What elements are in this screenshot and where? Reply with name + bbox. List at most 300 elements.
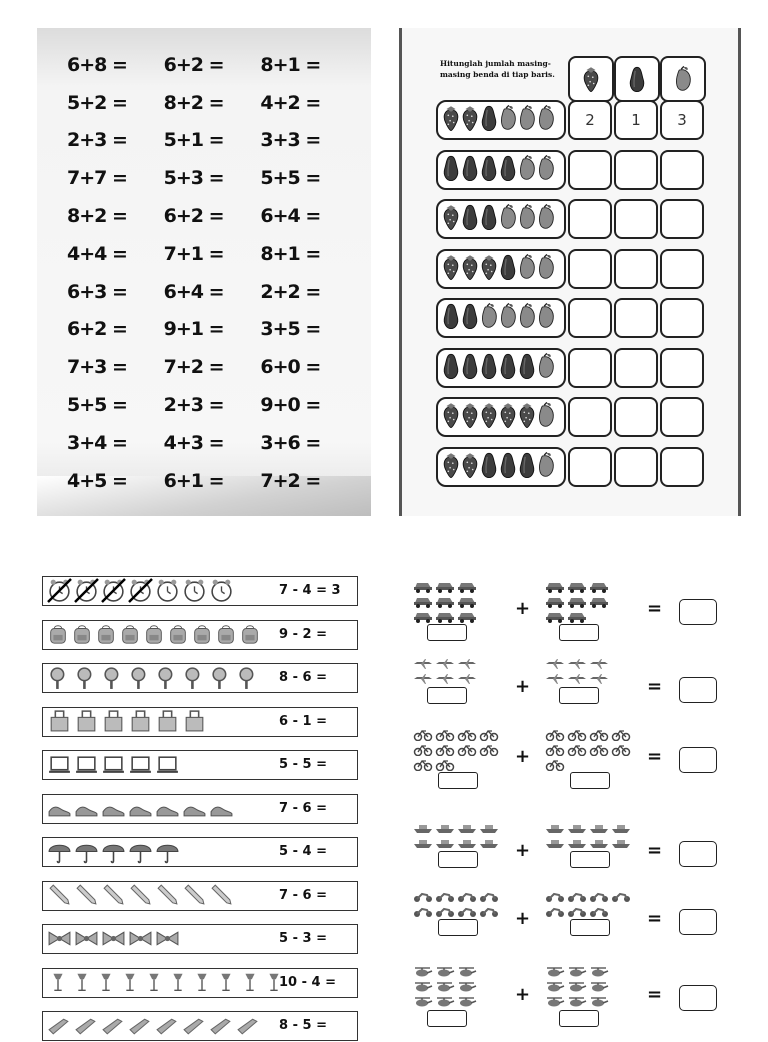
bicycle-icon [589,741,609,755]
addition-problem: 6+0 = [260,356,321,379]
helicopter-icon [413,994,433,1008]
helicopter-icon [567,979,587,993]
car-icon [435,593,455,607]
helicopter-icon [567,994,587,1008]
motorbike-icon [567,903,587,917]
subtraction-row [42,576,358,606]
motorbike-icon [545,903,565,917]
addition-row [67,348,357,386]
subtraction-row [42,1011,358,1041]
shoe-icon [101,795,126,824]
picture-group-right [545,964,611,1009]
answer-box[interactable] [568,397,612,437]
helicopter-icon [545,994,565,1008]
cross-out-mark [101,578,126,603]
pen-icon [182,882,207,911]
brush-icon [128,1013,153,1042]
backpack-icon [47,623,69,649]
bicycle-icon [479,726,499,740]
bicycle-icon [545,726,565,740]
addition-problem: 7+2 = [260,469,321,492]
bicycle-icon [545,741,565,755]
addition-grid [67,46,357,500]
mango-icon [537,450,555,484]
addition-problem: 6+2 = [163,53,224,76]
addition-problem: 5+5 = [67,394,127,417]
addition-problem: 7+3 = [67,356,127,379]
umbrella-icon [47,839,72,868]
motorbike-icon [479,903,499,917]
strawberry-icon [442,103,460,137]
picture-addition-panel [405,570,735,1024]
plus-sign: + [515,676,531,697]
strawberry-icon [461,103,479,137]
backpack-icon [191,623,213,649]
backpack-icon [95,623,117,649]
addition-problem: 9+1 = [163,318,224,341]
fruit-row [436,397,566,437]
sum-answer-box[interactable] [679,747,717,773]
mango-icon [537,400,555,434]
cross-out-mark [128,578,153,603]
equals-sign: = [647,984,663,1005]
car-icon [457,578,477,592]
magnifier-icon [155,665,180,694]
avocado-icon [461,301,479,335]
clock-icon [101,578,126,607]
subtraction-equation: 10 - 4 = [279,974,337,990]
picture-group-left [413,578,479,623]
backpack-icon [167,623,189,649]
addition-problem: 8+1 = [260,242,321,265]
helicopter-icon [589,994,609,1008]
magnifier-icon [209,665,234,694]
sum-answer-box[interactable] [679,599,717,625]
mango-header-icon [660,56,706,102]
picture-group-right [545,820,633,850]
bicycle-icon [435,726,455,740]
brush-icon [74,1013,99,1042]
subtraction-panel [42,576,362,1033]
bicycle-icon [589,726,609,740]
brush-icon [155,1013,180,1042]
cross-out-mark [47,578,72,603]
shoe-icon [209,795,234,824]
addition-problem: 2+3 = [67,129,127,152]
bag-icon [47,708,72,737]
answer-box[interactable] [568,150,612,190]
answer-box[interactable] [660,249,704,289]
subtraction-equation: 7 - 6 = [279,887,327,903]
avocado-icon [480,153,498,187]
motorbike-icon [589,888,609,902]
laptop-icon [128,752,153,781]
plane-icon [567,671,587,685]
plane-icon [589,656,609,670]
motorbike-icon [435,888,455,902]
magnifier-icon [182,665,207,694]
avocado-icon [461,153,479,187]
mango-icon [518,301,536,335]
mango-icon [480,301,498,335]
boat-icon [589,820,609,834]
strawberry-header-icon [568,56,614,102]
answer-box[interactable] [568,298,612,338]
sum-answer-box[interactable] [679,985,717,1011]
clock-icon [209,578,234,607]
helicopter-icon [435,979,455,993]
plane-icon [413,671,433,685]
avocado-icon [499,450,517,484]
plus-sign: + [515,908,531,929]
addition-problem: 4+2 = [260,91,321,114]
addition-problem: 8+2 = [67,205,127,228]
motorbike-icon [611,888,631,902]
answer-box[interactable] [568,249,612,289]
clock-icon [155,578,180,607]
car-icon [413,593,433,607]
fruit-row [436,348,566,388]
addition-row [67,311,357,349]
avocado-icon [499,351,517,385]
addition-drill-panel [37,28,371,516]
car-icon [413,578,433,592]
magnifier-icon [236,665,261,694]
mango-icon [499,202,517,236]
picture-group-left [413,726,501,771]
brush-icon [101,1013,126,1042]
fruit-row [436,447,566,487]
addition-problem: 2+2 = [260,280,321,303]
addition-problem: 9+0 = [260,394,321,417]
helicopter-icon [413,964,433,978]
bicycle-icon [611,741,631,755]
boat-icon [611,835,631,849]
subtraction-row [42,924,358,954]
strawberry-icon [480,400,498,434]
lamp-icon [215,971,237,997]
brush-icon [209,1013,234,1042]
strawberry-icon [442,252,460,286]
pen-icon [47,882,72,911]
car-icon [457,608,477,622]
laptop-icon [47,752,72,781]
plane-icon [567,656,587,670]
bag-icon [101,708,126,737]
boat-icon [545,820,565,834]
count-box[interactable] [559,1010,599,1027]
addition-problem: 3+6 = [260,431,321,454]
avocado-icon [480,351,498,385]
bicycle-icon [457,726,477,740]
count-box[interactable] [438,919,478,936]
shoe-icon [155,795,180,824]
magnifier-icon [128,665,153,694]
subtraction-row [42,750,358,780]
boat-icon [435,820,455,834]
mango-icon [499,301,517,335]
motorbike-icon [545,888,565,902]
fruit-row [436,199,566,239]
bow-icon [128,926,153,955]
sum-answer-box[interactable] [679,677,717,703]
brush-icon [236,1013,261,1042]
backpack-icon [215,623,237,649]
bag-icon [74,708,99,737]
answer-box[interactable] [660,298,704,338]
pen-icon [74,882,99,911]
bag-icon [128,708,153,737]
mango-icon [518,103,536,137]
clock-icon [128,578,153,607]
clock-icon [182,578,207,607]
count-box[interactable] [438,772,478,789]
mango-icon [537,202,555,236]
addition-problem: 8+1 = [260,53,321,76]
strawberry-icon [442,202,460,236]
answer-box[interactable] [568,199,612,239]
addition-problem: 5+2 = [67,91,127,114]
subtraction-row [42,837,358,867]
addition-problem: 2+3 = [163,394,224,417]
lamp-icon [167,971,189,997]
helicopter-icon [545,979,565,993]
answer-box[interactable] [660,348,704,388]
avocado-icon [480,450,498,484]
pen-icon [155,882,180,911]
addition-problem: 7+1 = [163,242,224,265]
helicopter-icon [435,964,455,978]
count-box[interactable] [427,1010,467,1027]
fruit-counting-panel [399,28,741,516]
count-box[interactable] [438,851,478,868]
count-box[interactable] [559,687,599,704]
addition-row [67,235,357,273]
subtraction-equation: 8 - 5 = [279,1018,327,1033]
plus-sign: + [515,840,531,861]
addition-problem: 7+7 = [67,167,127,190]
backpack-icon [239,623,261,649]
plane-icon [457,656,477,670]
boat-icon [457,820,477,834]
boat-icon [589,835,609,849]
mango-icon [499,103,517,137]
addition-problem: 6+2 = [163,205,224,228]
avocado-icon [480,103,498,137]
bow-icon [74,926,99,955]
addition-problem: 8+2 = [163,91,224,114]
count-box[interactable] [559,624,599,641]
equals-sign: = [647,908,663,929]
subtraction-row [42,620,358,650]
umbrella-icon [155,839,180,868]
sum-answer-box[interactable] [679,909,717,935]
answer-box[interactable] [614,397,658,437]
plus-sign: + [515,598,531,619]
bicycle-icon [435,756,455,770]
count-box[interactable] [570,919,610,936]
bag-icon [182,708,207,737]
umbrella-icon [128,839,153,868]
bow-icon [47,926,72,955]
subtraction-equation: 5 - 5 = [279,757,327,772]
car-icon [435,578,455,592]
subtraction-row [42,663,358,693]
magnifier-icon [74,665,99,694]
count-box[interactable] [427,687,467,704]
strawberry-icon [461,400,479,434]
subtraction-equation: 7 - 4 = 3 [279,583,341,598]
laptop-icon [101,752,126,781]
avocado-icon [518,351,536,385]
boat-icon [567,820,587,834]
subtraction-row [42,707,358,737]
sum-answer-box[interactable] [679,841,717,867]
bow-icon [101,926,126,955]
subtraction-row [42,881,358,911]
boat-icon [413,835,433,849]
shoe-icon [74,795,99,824]
boat-icon [545,835,565,849]
boat-icon [567,835,587,849]
plane-icon [457,671,477,685]
motorbike-icon [413,888,433,902]
addition-problem: 5+1 = [163,129,224,152]
avocado-icon [480,202,498,236]
answer-box[interactable] [568,447,612,487]
answer-box[interactable]: 1 [614,100,658,140]
picture-group-left [413,888,501,918]
helicopter-icon [457,979,477,993]
pen-icon [209,882,234,911]
avocado-icon [518,450,536,484]
addition-problem: 5+5 = [260,167,321,190]
count-box[interactable] [570,772,610,789]
answer-box[interactable] [614,298,658,338]
cross-out-mark [74,578,99,603]
picture-group-right [545,726,633,771]
shoe-icon [182,795,207,824]
addition-problem: 3+5 = [260,318,321,341]
clock-icon [47,578,72,607]
strawberry-icon [518,400,536,434]
strawberry-icon [461,252,479,286]
motorbike-icon [413,903,433,917]
boat-icon [611,820,631,834]
car-icon [567,593,587,607]
subtraction-equation: 8 - 6 = [279,670,327,685]
answer-box[interactable] [568,348,612,388]
laptop-icon [155,752,180,781]
answer-box[interactable] [660,199,704,239]
lamp-icon [71,971,93,997]
motorbike-icon [457,903,477,917]
shoe-icon [128,795,153,824]
addition-problem: 6+2 = [67,318,127,341]
plus-sign: + [515,984,531,1005]
instruction-text: Hitunglah jumlah masing-masing benda di tiap baris. [440,59,555,79]
car-icon [435,608,455,622]
addition-row [67,424,357,462]
addition-problem: 6+4 = [260,205,321,228]
boat-icon [479,820,499,834]
addition-row [67,197,357,235]
brush-icon [182,1013,207,1042]
motorbike-icon [567,888,587,902]
answer-box[interactable]: 2 [568,100,612,140]
equals-sign: = [647,676,663,697]
answer-box[interactable] [660,150,704,190]
bicycle-icon [457,741,477,755]
plane-icon [413,656,433,670]
boat-icon [413,820,433,834]
strawberry-icon [442,450,460,484]
plus-sign: + [515,746,531,767]
addition-problem: 6+8 = [67,53,127,76]
answer-box[interactable]: 3 [660,100,704,140]
bow-icon [155,926,180,955]
plane-icon [435,671,455,685]
lamp-icon [47,971,69,997]
count-box[interactable] [427,624,467,641]
car-icon [545,578,565,592]
car-icon [567,578,587,592]
backpack-icon [119,623,141,649]
backpack-icon [71,623,93,649]
lamp-icon [95,971,117,997]
addition-problem: 4+4 = [67,242,127,265]
car-icon [545,593,565,607]
backpack-icon [143,623,165,649]
lamp-icon [239,971,261,997]
lamp-icon [143,971,165,997]
mango-icon [537,103,555,137]
car-icon [589,593,609,607]
umbrella-icon [74,839,99,868]
answer-box[interactable] [614,447,658,487]
bicycle-icon [435,741,455,755]
avocado-icon [442,153,460,187]
motorbike-icon [479,888,499,902]
answer-box[interactable] [614,249,658,289]
pen-icon [101,882,126,911]
subtraction-equation: 5 - 3 = [279,931,327,946]
answer-box[interactable] [660,447,704,487]
bicycle-icon [479,741,499,755]
mango-icon [518,202,536,236]
avocado-icon [461,351,479,385]
subtraction-row [42,794,358,824]
count-box[interactable] [570,851,610,868]
mango-icon [537,153,555,187]
bicycle-icon [413,726,433,740]
answer-box[interactable] [614,199,658,239]
addition-row [67,386,357,424]
bag-icon [155,708,180,737]
addition-row [67,273,357,311]
answer-box[interactable] [614,150,658,190]
boat-icon [479,835,499,849]
avocado-icon [442,301,460,335]
answer-box[interactable] [660,397,704,437]
helicopter-icon [567,964,587,978]
avocado-icon [499,153,517,187]
subtraction-equation: 7 - 6 = [279,800,327,816]
answer-box[interactable] [614,348,658,388]
picture-group-right [545,888,633,918]
bicycle-icon [567,726,587,740]
avocado-header-icon [614,56,660,102]
